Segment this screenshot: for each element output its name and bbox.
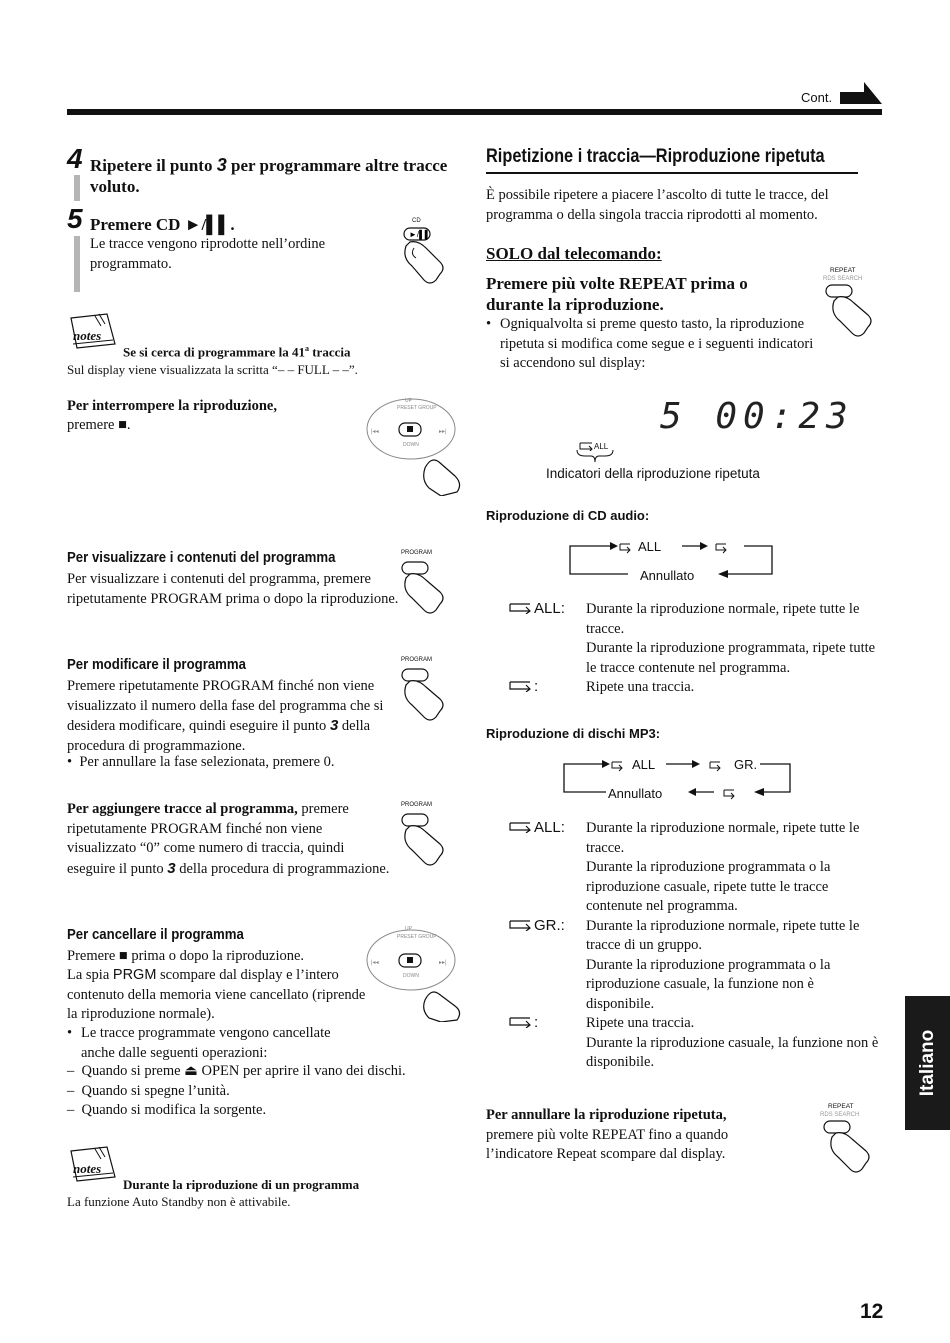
display-caption: Indicatori della riproduzione ripetuta bbox=[546, 466, 760, 481]
cont-label: Cont. bbox=[801, 90, 833, 105]
header-rule bbox=[67, 109, 882, 115]
stop-heading: Per interrompere la riproduzione, bbox=[67, 398, 277, 414]
cd-heading: Riproduzione di CD audio: bbox=[486, 508, 650, 523]
svg-text:▸▸|: ▸▸| bbox=[439, 429, 447, 435]
cancel-program-line1: Premere ■ prima o dopo la riproduzione. bbox=[67, 948, 305, 964]
dash-item: – Quando si spegne l’unità. bbox=[67, 1082, 230, 1099]
svg-text:|◂◂: |◂◂ bbox=[371, 429, 379, 435]
notes-2-body: La funzione Auto Standby non è attivabile. bbox=[67, 1194, 291, 1209]
dash-item: – Quando si preme ⏏ OPEN per aprire il vano dei dischi. bbox=[67, 1063, 406, 1079]
cd-repeat-flow: ALL Annullato bbox=[568, 536, 778, 581]
svg-text:▸▸|: ▸▸| bbox=[439, 960, 447, 966]
notes-1-body: Sul display viene visualizzata la scritta “– – FULL – –”. bbox=[67, 362, 358, 377]
svg-text:►/▌▌: ►/▌▌ bbox=[409, 230, 431, 239]
hand-press-icon bbox=[820, 283, 882, 343]
repeat-bullet: • Ogniqualvolta si preme questo tasto, la riproduzione ripetuta si modifica come segue e i seguenti indicatori si accendono sul display: bbox=[486, 316, 814, 371]
mp3-item-one: : Ripete una traccia. Durante la riproduzione casuale, la funzione non è disponibile. bbox=[506, 1014, 886, 1073]
hand-press-icon bbox=[400, 810, 460, 870]
title-underline bbox=[486, 172, 858, 174]
repeat-button-2[interactable]: REPEAT RDS SEARCH bbox=[818, 1103, 880, 1175]
notes-1-title: Se si cerca di programmare la 41$^a$ traccia bbox=[123, 344, 351, 360]
remote-only-heading: SOLO dal telecomando: bbox=[486, 244, 662, 263]
hand-press-icon bbox=[400, 224, 460, 294]
notes-icon: notes bbox=[67, 1145, 119, 1183]
svg-text:|◂◂: |◂◂ bbox=[371, 960, 379, 966]
repeat-instruction: Premere più volte REPEAT prima o durante la riproduzione. bbox=[486, 274, 748, 314]
repeat-arrow-icon bbox=[506, 1016, 534, 1028]
modify-program-heading: Per modificare il programma bbox=[67, 656, 246, 673]
cd-play-button[interactable]: CD ►/▌▌ bbox=[400, 218, 460, 288]
page-number: 12 bbox=[860, 1300, 884, 1323]
program-button-3[interactable]: PROGRAM bbox=[400, 802, 460, 867]
cd-item-all: ALL: Durante la riproduzione normale, ripete tutte le tracce. Durante la riproduzione programmata, ripete tutte le tracce contenute nel programma. bbox=[506, 600, 886, 678]
notes-2-title: Durante la riproduzione di un programma bbox=[123, 1177, 360, 1192]
cancel-remote-pad[interactable]: |◂◂ ▸▸| UP PRESET GROUP DOWN bbox=[365, 922, 465, 1022]
cancel-program-line2: La spia PRGM scompare dal display e l’intero contenuto della memoria viene cancellato (riprende la riproduzione normale). bbox=[67, 967, 366, 1022]
step-5-title: Premere CD ►/▌▌. bbox=[90, 215, 235, 234]
mp3-item-all: ALL: Durante la riproduzione normale, ripete tutte le tracce. Durante la riproduzione programmata o la riproduzione casuale, ripete tutte le tracce contenute nel programma. bbox=[506, 819, 886, 917]
add-tracks-text: Per aggiungere tracce al programma, premere ripetutamente PROGRAM finché non viene visualizzato “0” come numero di traccia, quindi eseguire il punto 3 della procedura di programmazione. bbox=[67, 801, 390, 877]
cancel-program-heading: Per cancellare il programma bbox=[67, 926, 244, 943]
indicator-bracket bbox=[575, 450, 615, 462]
modify-program-bullet: • Per annullare la fase selezionata, premere 0. bbox=[67, 754, 335, 770]
view-program-body: Per visualizzare i contenuti del programma, premere ripetutamente PROGRAM prima o dopo la riproduzione. bbox=[67, 571, 399, 607]
repeat-button-1[interactable]: REPEAT RDS SEARCH bbox=[820, 267, 882, 337]
step-4-bar bbox=[74, 175, 80, 201]
language-tab: Italiano bbox=[905, 996, 950, 1130]
step-5-number: 5 bbox=[67, 203, 83, 234]
mp3-item-group: GR.: Durante la riproduzione normale, ripete tutte le tracce di un gruppo. Durante la riproduzione programmata o la riproduzione casuale, la funzione non è disponibile. bbox=[506, 917, 886, 1015]
stop-remote-pad[interactable]: |◂◂ ▸▸| UP PRESET GROUP DOWN bbox=[365, 396, 465, 496]
mp3-heading: Riproduzione di dischi MP3: bbox=[486, 726, 661, 741]
dash-item: – Quando si modifica la sorgente. bbox=[67, 1102, 267, 1118]
mp3-items bbox=[506, 819, 886, 1073]
display-readout: 5 00:23 bbox=[660, 396, 854, 437]
mp3-repeat-flow: ALL GR. Annullato bbox=[562, 754, 794, 800]
repeat-arrow-icon bbox=[506, 821, 534, 833]
step-4-text: Ripetere il punto 3 per programmare altre tracce voluto. bbox=[90, 155, 448, 196]
hand-press-icon bbox=[400, 665, 460, 725]
intro-text: È possibile ripetere a piacere l’ascolto di tutte le tracce, del programma o della singola traccia riprodotti al momento. bbox=[486, 187, 829, 223]
section-title: Ripetizione i traccia—Riproduzione ripetuta bbox=[486, 146, 825, 167]
cancel-program-bullet: • Le tracce programmate vengono cancellate anche dalle seguenti operazioni: bbox=[67, 1025, 331, 1061]
step-5-bar bbox=[74, 236, 80, 292]
program-button-1[interactable]: PROGRAM bbox=[400, 550, 460, 615]
program-button-2[interactable]: PROGRAM bbox=[400, 657, 460, 722]
stop-text: premere ■. bbox=[67, 417, 131, 433]
repeat-arrow-icon bbox=[506, 602, 534, 614]
cd-items bbox=[506, 600, 886, 698]
continue-arrow-icon bbox=[840, 82, 882, 106]
cancel-repeat-text: Per annullare la riproduzione ripetuta, premere più volte REPEAT fino a quando l’indicatore Repeat scompare dal display. bbox=[486, 1107, 729, 1162]
modify-program-body: Premere ripetutamente PROGRAM finché non viene visualizzato il numero della fase del programma che si desidera modificare, quindi eseguire il punto 3 della procedura di programmazione. bbox=[67, 678, 384, 754]
cancel-program-dash-list bbox=[67, 1062, 467, 1121]
notes-icon: notes bbox=[67, 312, 119, 350]
step-5-body: Le tracce vengono riprodotte nell’ordine programmato. bbox=[90, 236, 326, 272]
repeat-all-indicator: ALL bbox=[578, 437, 608, 454]
repeat-arrow-icon bbox=[506, 680, 534, 692]
repeat-arrow-icon bbox=[506, 919, 534, 931]
view-program-heading: Per visualizzare i contenuti del programma bbox=[67, 549, 336, 566]
step-4-number: 4 bbox=[67, 143, 83, 174]
hand-press-icon bbox=[818, 1119, 880, 1179]
hand-press-icon bbox=[400, 558, 460, 618]
cd-item-one: : Ripete una traccia. bbox=[506, 678, 886, 698]
